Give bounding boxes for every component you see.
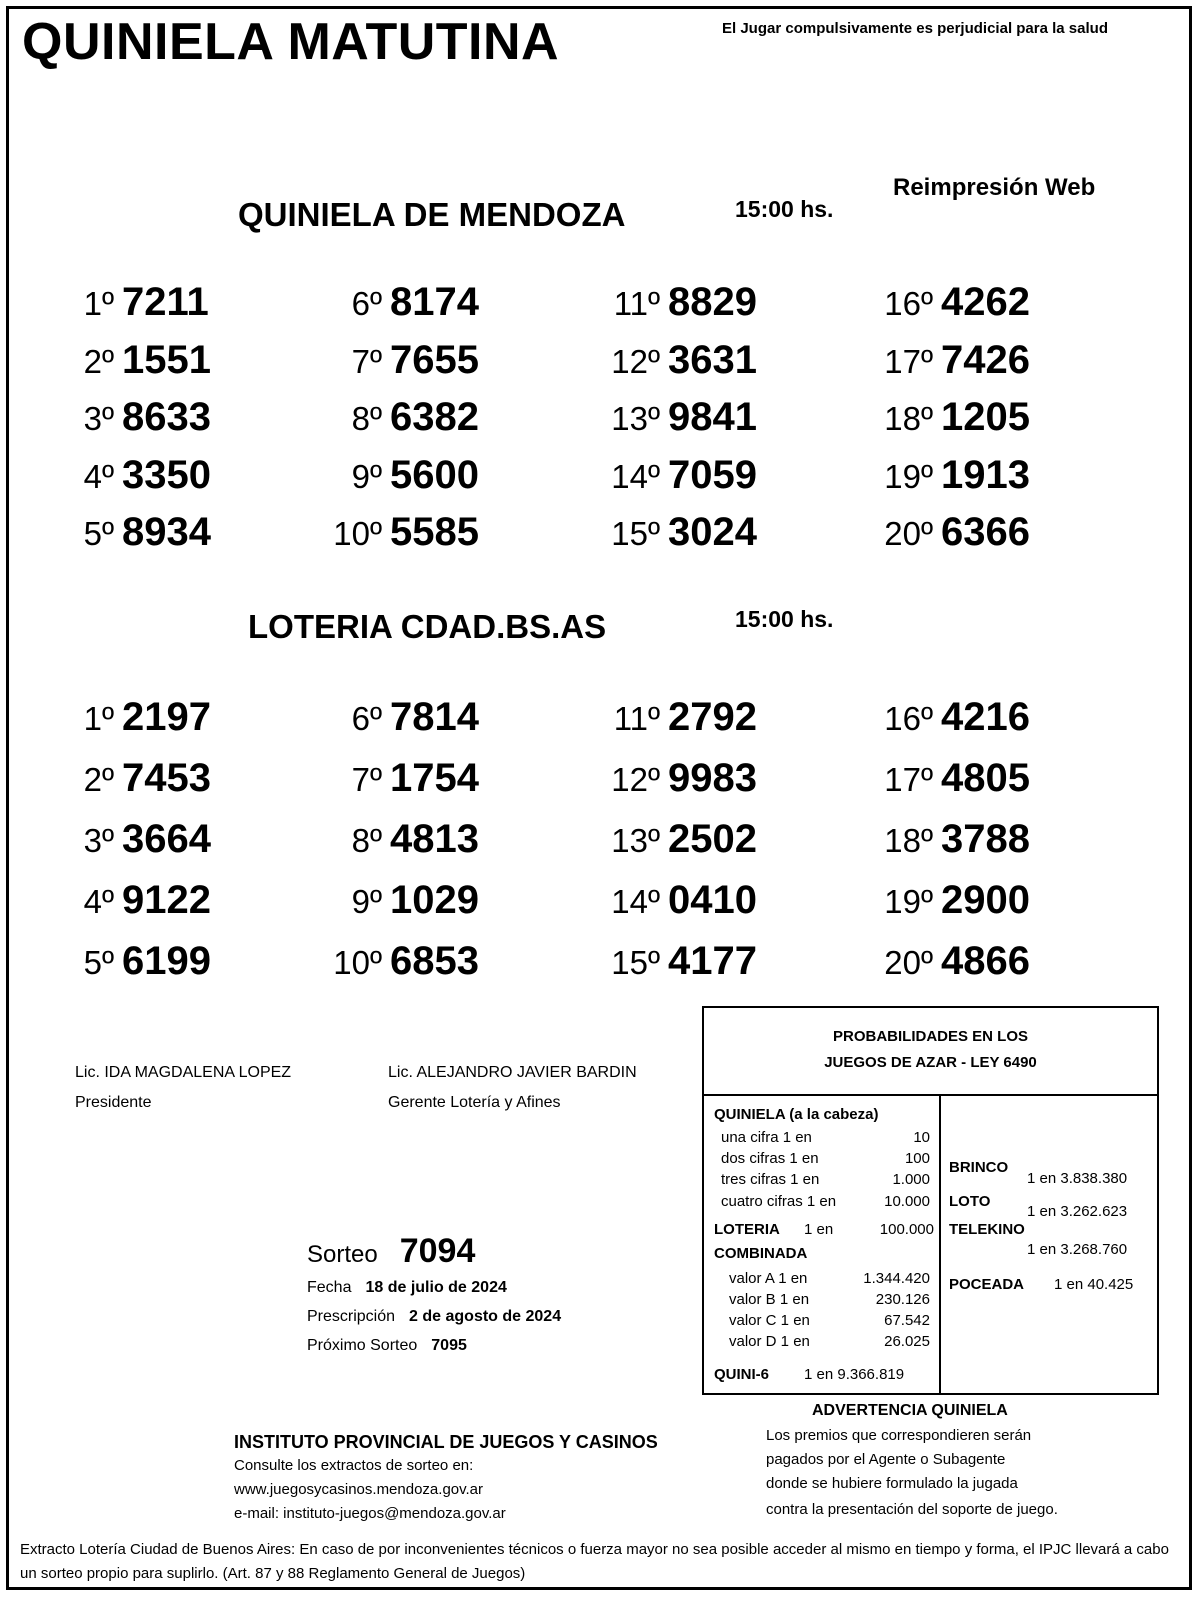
result-entry — [597, 395, 757, 447]
result-number: 6366 — [941, 510, 1030, 554]
result-entry — [60, 695, 211, 747]
probabilities-box — [702, 1006, 1159, 1395]
result-position: 5º — [83, 944, 114, 981]
result-entry — [327, 695, 479, 747]
section-title-mendoza: QUINIELA DE MENDOZA — [238, 196, 626, 233]
result-entry — [597, 338, 757, 390]
result-position: 19º — [884, 883, 933, 920]
brinco-prob-value: 1 en 3.838.380 — [1027, 1170, 1128, 1187]
result-number: 1913 — [941, 452, 1030, 497]
result-entry — [60, 756, 211, 808]
proximo-label: Próximo Sorteo — [307, 1337, 418, 1354]
quiniela-prob-label: una cifra 1 en — [721, 1129, 812, 1146]
result-number: 7453 — [122, 756, 211, 800]
result-position: 20º — [884, 515, 933, 552]
poceada-prob-value: 1 en 40.425 — [1054, 1276, 1134, 1293]
quiniela-prob-value: 10 — [913, 1129, 930, 1146]
result-position: 2º — [83, 761, 114, 798]
institute-email: e-mail: instituto-juegos@mendoza.gov.ar — [234, 1505, 506, 1522]
result-number: 7655 — [390, 337, 479, 382]
section-time-mendoza: 15:00 hs. — [735, 196, 834, 222]
result-number: 9841 — [668, 395, 757, 439]
result-number: 4216 — [941, 695, 1030, 739]
quiniela-prob-value: 100 — [904, 1150, 930, 1167]
result-entry — [327, 756, 479, 808]
telekino-prob-label: TELEKINO — [949, 1221, 1025, 1238]
health-warning: El Jugar compulsivamente es perjudicial para la salud — [722, 20, 1108, 37]
result-entry — [60, 878, 211, 930]
result-entry — [870, 817, 1030, 869]
advertencia-title: ADVERTENCIA QUINIELA — [812, 1402, 1008, 1419]
quini6-prob-label: QUINI-6 — [714, 1366, 770, 1383]
result-position: 4º — [83, 457, 114, 495]
fecha-value: 18 de julio de 2024 — [365, 1279, 507, 1296]
result-position: 18º — [884, 400, 933, 437]
signature-manager — [388, 1058, 637, 1118]
proximo-value: 7095 — [431, 1337, 467, 1354]
result-number: 4813 — [390, 817, 479, 861]
result-position: 15º — [611, 515, 660, 552]
probabilities-header — [704, 1008, 1157, 1094]
result-entry — [60, 395, 211, 447]
result-position: 17º — [884, 761, 933, 798]
result-entry — [60, 939, 211, 991]
quiniela-prob-label: cuatro cifras 1 en — [721, 1193, 837, 1210]
poceada-prob-label: POCEADA — [949, 1276, 1025, 1293]
result-number: 7814 — [390, 695, 479, 739]
result-entry — [870, 510, 1030, 562]
combinada-prob-label: valor B 1 en — [729, 1291, 810, 1308]
fecha-label: Fecha — [307, 1279, 352, 1296]
loteria-prob-en: 1 en — [804, 1221, 834, 1238]
result-position: 14º — [611, 457, 660, 495]
result-number: 6382 — [390, 395, 479, 439]
result-entry — [597, 817, 757, 869]
combinada-prob-value: 230.126 — [875, 1291, 930, 1308]
quiniela-prob-label: tres cifras 1 en — [721, 1171, 820, 1188]
result-entry — [60, 338, 211, 390]
result-number: 5600 — [390, 452, 479, 497]
result-number: 6853 — [390, 939, 479, 983]
telekino-prob-value: 1 en 3.268.760 — [1027, 1241, 1128, 1258]
result-number: 2900 — [941, 878, 1030, 922]
result-number: 1754 — [390, 756, 479, 800]
result-position: 12º — [611, 342, 660, 380]
result-number: 1205 — [941, 395, 1030, 439]
result-number: 4866 — [941, 939, 1030, 983]
advertencia-text — [766, 1424, 1058, 1522]
quiniela-prob-value: 1.000 — [892, 1171, 930, 1188]
prescripcion-row — [307, 1308, 561, 1326]
result-entry — [870, 695, 1030, 747]
result-position: 2º — [83, 342, 114, 380]
sorteo-block — [307, 1232, 475, 1271]
result-position: 6º — [351, 285, 382, 322]
result-entry — [327, 453, 479, 505]
result-entry — [327, 878, 479, 930]
reprint-label: Reimpresión Web — [893, 174, 1096, 201]
signature-name: Lic. ALEJANDRO JAVIER BARDIN — [388, 1064, 637, 1081]
result-number: 7211 — [122, 280, 209, 324]
result-number: 7426 — [941, 337, 1030, 382]
proximo-row — [307, 1337, 467, 1355]
result-position: 18º — [884, 822, 933, 859]
section-title-loteria: LOTERIA CDAD.BS.AS — [248, 608, 607, 645]
result-position: 3º — [83, 400, 114, 437]
section-time-loteria: 15:00 hs. — [735, 606, 834, 632]
probabilities-table — [704, 1094, 1159, 1395]
advertencia-line: pagados por el Agente o Subagente — [766, 1451, 1006, 1468]
result-position: 13º — [611, 822, 660, 859]
result-number: 9122 — [122, 878, 211, 922]
result-number: 1029 — [390, 878, 479, 922]
result-number: 2792 — [668, 695, 757, 739]
probabilities-divider — [939, 1096, 941, 1395]
result-entry — [597, 878, 757, 930]
combinada-prob-value: 1.344.420 — [863, 1270, 930, 1287]
result-entry — [60, 817, 211, 869]
combinada-prob-value: 26.025 — [884, 1333, 930, 1350]
result-entry — [597, 510, 757, 562]
signature-president — [75, 1058, 291, 1118]
combinada-prob-value: 67.542 — [884, 1312, 930, 1329]
result-number: 9983 — [668, 756, 757, 800]
institute-consult: Consulte los extractos de sorteo en: — [234, 1457, 474, 1474]
result-position: 8º — [351, 400, 382, 437]
result-number: 3788 — [941, 817, 1030, 861]
result-position: 12º — [611, 761, 660, 798]
loto-prob-value: 1 en 3.262.623 — [1027, 1203, 1128, 1220]
page-title: QUINIELA MATUTINA — [22, 13, 560, 71]
result-entry — [327, 395, 479, 447]
combinada-prob-label: valor C 1 en — [729, 1312, 810, 1329]
brinco-prob-label: BRINCO — [949, 1159, 1009, 1176]
result-position: 16º — [884, 285, 933, 322]
result-position: 10º — [333, 515, 382, 552]
quini6-prob-value: 1 en 9.366.819 — [804, 1366, 905, 1383]
result-number: 4177 — [668, 939, 757, 983]
result-number: 3631 — [668, 337, 757, 382]
result-position: 19º — [884, 457, 933, 495]
loteria-prob-value: 100.000 — [879, 1221, 934, 1238]
result-number: 1551 — [122, 337, 211, 382]
loto-prob-label: LOTO — [949, 1193, 991, 1210]
loteria-prob-label: LOTERIA — [714, 1221, 780, 1238]
result-entry — [597, 695, 757, 747]
result-position: 8º — [351, 822, 382, 859]
result-number: 8174 — [390, 280, 479, 324]
result-number: 5585 — [390, 510, 479, 554]
result-position: 15º — [611, 944, 660, 981]
result-entry — [60, 453, 211, 505]
result-entry — [597, 280, 757, 332]
advertencia-line: donde se hubiere formulado la jugada — [766, 1475, 1018, 1492]
signature-role: Presidente — [75, 1094, 152, 1111]
result-position: 5º — [83, 515, 114, 552]
signature-role: Gerente Lotería y Afines — [388, 1094, 561, 1111]
result-position: 7º — [351, 342, 382, 380]
result-position: 9º — [351, 457, 382, 495]
result-number: 2197 — [122, 695, 211, 739]
result-position: 16º — [884, 700, 933, 737]
result-entry — [870, 453, 1030, 505]
result-entry — [597, 939, 757, 991]
sorteo-number: 7094 — [399, 1232, 476, 1270]
quiniela-prob-value: 10.000 — [884, 1193, 930, 1210]
footer-note: Extracto Lotería Ciudad de Buenos Aires: En caso de por inconvenientes técnicos o fuerza mayor no sea posible acceder al mismo en tiempo y forma, el IPJC llevará a cabo un sorteo propio para suplirlo. (Art. 87 y 88 Reglamento General de Juegos) — [20, 1541, 1169, 1582]
result-entry — [327, 939, 479, 991]
result-entry — [870, 756, 1030, 808]
result-entry — [60, 510, 211, 562]
result-entry — [327, 510, 479, 562]
result-position: 7º — [351, 761, 382, 798]
advertencia-line: Los premios que correspondieren serán — [766, 1427, 1032, 1444]
institute-title: INSTITUTO PROVINCIAL DE JUEGOS Y CASINOS — [234, 1432, 658, 1452]
result-position: 3º — [83, 822, 114, 859]
result-number: 3024 — [668, 510, 757, 554]
signature-name: Lic. IDA MAGDALENA LOPEZ — [75, 1064, 292, 1081]
quiniela-prob-label: dos cifras 1 en — [721, 1150, 819, 1167]
result-number: 8633 — [122, 395, 211, 439]
institute-website: www.juegosycasinos.mendoza.gov.ar — [234, 1481, 484, 1498]
result-number: 2502 — [668, 817, 757, 861]
result-entry — [327, 817, 479, 869]
result-number: 4262 — [941, 280, 1030, 324]
institute-info — [234, 1454, 506, 1526]
result-entry — [597, 453, 757, 505]
result-position: 1º — [83, 700, 114, 737]
probabilities-header-line2: JUEGOS DE AZAR - LEY 6490 — [824, 1054, 1037, 1071]
advertencia-line: contra la presentación del soporte de juego. — [766, 1501, 1058, 1518]
result-number: 0410 — [668, 878, 757, 922]
result-position: 9º — [351, 883, 382, 920]
combinada-prob-label: valor A 1 en — [729, 1270, 808, 1287]
quiniela-prob-title: QUINIELA (a la cabeza) — [714, 1106, 879, 1123]
prescripcion-value: 2 de agosto de 2024 — [409, 1308, 562, 1325]
result-entry — [327, 338, 479, 390]
result-number: 3350 — [122, 452, 211, 497]
result-position: 13º — [611, 400, 660, 437]
fecha-row — [307, 1279, 507, 1297]
result-number: 4805 — [941, 756, 1030, 800]
result-entry — [870, 395, 1030, 447]
result-position: 4º — [83, 883, 114, 920]
result-entry — [870, 939, 1030, 991]
probabilities-header-line1: PROBABILIDADES EN LOS — [832, 1028, 1028, 1045]
result-entry — [870, 338, 1030, 390]
result-number: 6199 — [122, 939, 211, 983]
result-position: 17º — [884, 342, 933, 380]
result-position: 1º — [83, 285, 114, 322]
result-position: 11º — [613, 285, 660, 322]
sorteo-label: Sorteo — [307, 1241, 378, 1268]
combinada-prob-label: valor D 1 en — [729, 1333, 810, 1350]
result-entry — [870, 878, 1030, 930]
result-position: 10º — [333, 944, 382, 981]
result-number: 3664 — [122, 817, 211, 861]
result-position: 11º — [613, 700, 660, 737]
result-number: 7059 — [668, 452, 757, 497]
result-position: 20º — [884, 944, 933, 981]
result-number: 8829 — [668, 280, 757, 324]
result-number: 8934 — [122, 510, 211, 554]
result-entry — [60, 280, 209, 332]
combinada-prob-title: COMBINADA — [714, 1245, 808, 1262]
prescripcion-label: Prescripción — [307, 1308, 396, 1325]
result-entry — [327, 280, 479, 332]
result-position: 14º — [611, 883, 660, 920]
result-position: 6º — [351, 700, 382, 737]
result-entry — [597, 756, 757, 808]
result-entry — [870, 280, 1030, 332]
